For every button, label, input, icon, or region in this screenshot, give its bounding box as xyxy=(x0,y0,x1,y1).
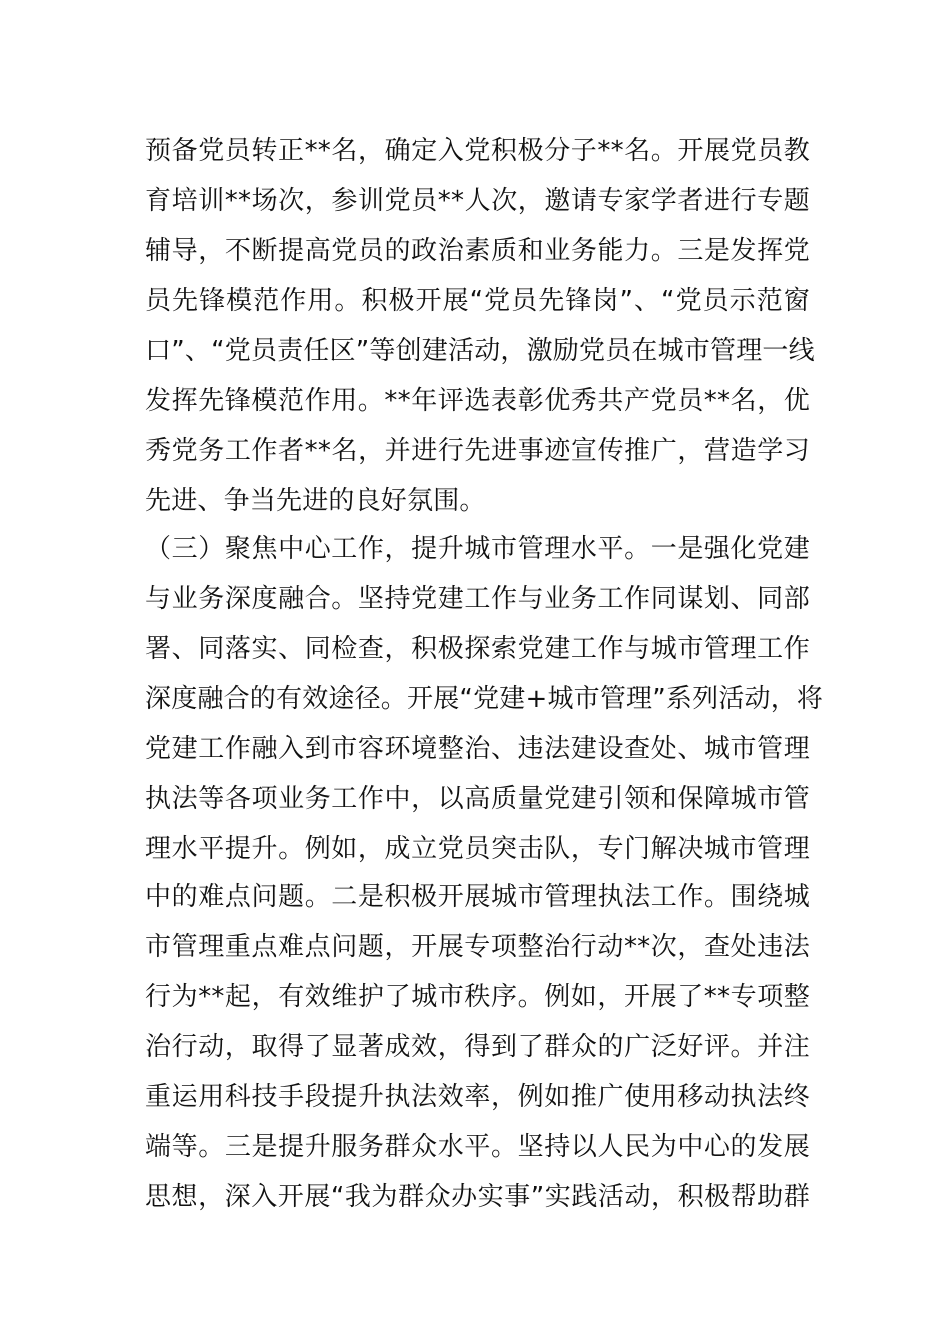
text-line-1: 预备党员转正**名，确定入党积极分子**名。开展党员教 xyxy=(145,136,810,166)
text-line-8: 先进、争当先进的良好氛围。 xyxy=(145,486,486,516)
text-line-6: 发挥先锋模范作用。**年评选表彰优秀共产党员**名，优 xyxy=(145,386,810,416)
text-line-11: 署、同落实、同检查，积极探索党建工作与城市管理工作 xyxy=(145,634,810,664)
text-line-3: 辅导，不断提高党员的政治素质和业务能力。三是发挥党 xyxy=(145,236,810,266)
text-line-10: 与业务深度融合。坚持党建工作与业务工作同谋划、同部 xyxy=(145,584,810,614)
text-line-15: 理水平提升。例如，成立党员突击队，专门解决城市管理 xyxy=(145,834,810,864)
text-line-18: 行为**起，有效维护了城市秩序。例如，开展了**专项整 xyxy=(145,982,810,1012)
text-line-5: 口”、“党员责任区”等创建活动，激励党员在城市管理一线 xyxy=(145,336,815,366)
text-line-2: 育培训**场次，参训党员**人次，邀请专家学者进行专题 xyxy=(145,186,810,216)
text-line-9: （三）聚焦中心工作，提升城市管理水平。一是强化党建 xyxy=(145,534,810,564)
text-line-4: 员先锋模范作用。积极开展“党员先锋岗”、“党员示范窗 xyxy=(145,286,810,316)
text-line-16: 中的难点问题。二是积极开展城市管理执法工作。围绕城 xyxy=(145,882,810,912)
text-line-19: 治行动，取得了显著成效，得到了群众的广泛好评。并注 xyxy=(145,1032,810,1062)
text-line-21: 端等。三是提升服务群众水平。坚持以人民为中心的发展 xyxy=(145,1132,810,1162)
text-line-13: 党建工作融入到市容环境整治、违法建设查处、城市管理 xyxy=(145,734,810,764)
text-line-14: 执法等各项业务工作中，以高质量党建引领和保障城市管 xyxy=(145,784,810,814)
text-line-7: 秀党务工作者**名，并进行先进事迹宣传推广，营造学习 xyxy=(145,436,810,466)
text-line-17: 市管理重点难点问题，开展专项整治行动**次，查处违法 xyxy=(145,932,810,962)
text-line-22: 思想，深入开展“我为群众办实事”实践活动，积极帮助群 xyxy=(145,1182,810,1212)
text-line-12: 深度融合的有效途径。开展“党建+城市管理”系列活动，将 xyxy=(145,684,824,714)
text-line-20: 重运用科技手段提升执法效率，例如推广使用移动执法终 xyxy=(145,1082,810,1112)
